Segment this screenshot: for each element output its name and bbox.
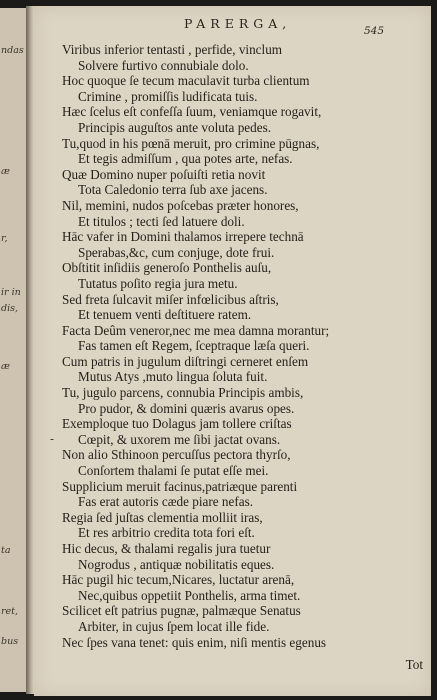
facing-fragment: æ xyxy=(1,361,10,372)
verse-line: Non alio Sthinoon percuſſus pectora thyrſo, xyxy=(62,447,291,463)
facing-fragment: ta xyxy=(1,545,11,556)
verse-line: Nec,quibus oppetiit Ponthelis, arma timet. xyxy=(78,587,301,603)
book-gutter xyxy=(26,6,34,694)
verse-line: Et tenuem venti deſtituere ratem. xyxy=(78,307,252,323)
verse-line: Nogrodus , antiquæ nobilitatis eques. xyxy=(78,556,275,572)
verse-line: Regia ſed juſtas clementia molliit iras, xyxy=(62,509,263,525)
verse-line: Sperabas,&c, cum conjuge, dote frui. xyxy=(78,244,275,260)
verse-line: Hæc ſcelus eſt confeſſa ſuum, veniamque rogavit, xyxy=(62,104,322,120)
verse-line: Quæ Domino nuper poſuiſti retia novit xyxy=(62,166,266,182)
facing-fragment: bus xyxy=(1,636,19,647)
verse-line: Pro pudor, & domini quæris avarus opes. xyxy=(78,400,295,416)
verse-line: Et titulos ; tecti ſed latuere doli. xyxy=(78,213,245,229)
verse-line: Crimine , promiſſis ludificata tuis. xyxy=(78,88,258,104)
verse-line: Et res arbitrio credita tota fori eſt. xyxy=(78,525,255,541)
verse-line: Hāc pugil hic tecum,Nicares, luctatur arenā, xyxy=(62,572,295,588)
facing-fragment: r, xyxy=(1,233,8,244)
verse-line: Et tegis admiſſum , qua potes arte, nefas. xyxy=(78,151,293,167)
verse-line: Tu,quod in his pœnā meruit, pro crimine pūgnas, xyxy=(62,135,320,151)
verse-line: Solvere furtivo connubiale dolo. xyxy=(78,57,249,73)
verse-line: Hic decus, & thalami regalis jura tuetur xyxy=(62,541,271,556)
verse-line: Cum patris in jugulum diſtringi cerneret enſem xyxy=(62,353,309,369)
verse-line: Obſtitit inſidiis generoſo Ponthelis auſu, xyxy=(62,260,272,276)
facing-fragment: ret, xyxy=(1,606,19,617)
verse-line: Facta Deûm veneror,nec me mea damna morantur; xyxy=(62,322,330,338)
facing-page-edge xyxy=(0,8,26,692)
verse-line: Tota Caledonio terra ſub axe jacens. xyxy=(78,182,268,198)
verse-line: Fas erat autoris cæde piare nefas. xyxy=(78,494,254,510)
running-head: PARERGA, xyxy=(184,16,292,31)
verse-line: Viribus inferior tentasti , perfide, vinclum xyxy=(62,42,283,57)
page-number: 545 xyxy=(364,25,385,37)
verse-line: Nec ſpes vana tenet: quis enim, niſi mentis egenus xyxy=(62,634,327,650)
margin-mark: - xyxy=(50,432,55,446)
verse-line: Principis auguſtos ante voluta pedes. xyxy=(78,119,272,135)
facing-fragment: æ xyxy=(1,166,10,177)
verse-line: Cœpit, & uxorem me ſibi jactat ovans. xyxy=(78,431,281,447)
verse-line: Scilicet eſt patrius pugnæ, palmæque Senatus xyxy=(62,603,301,619)
verse-line: Mutus Atys ,muto lingua ſoluta fuit. xyxy=(78,369,268,385)
facing-fragment: dis, xyxy=(1,303,19,314)
verse-line: Hoc quoque ſe tecum maculavit turba clientum xyxy=(62,73,310,89)
verse-line: Supplicium meruit facinus,patriæque parenti xyxy=(62,478,298,494)
verse-block xyxy=(62,42,422,650)
book-page xyxy=(34,6,431,696)
catchword: Tot xyxy=(405,657,423,672)
verse-line: Fas tamen eſt Regem, ſceptraque læſa queri. xyxy=(78,338,310,354)
verse-line: Nil, memini, nudos poſcebas præter honores, xyxy=(62,197,299,213)
verse-line: Tutatus poſito regia jura metu. xyxy=(78,275,238,291)
facing-fragment: ndas xyxy=(1,45,24,56)
verse-line: Sed freta ſulcavit miſer infœlicibus aſtris, xyxy=(62,291,279,307)
facing-fragment: ir in xyxy=(1,287,21,298)
verse-line: Tu, jugulo parcens, connubia Principis ambis, xyxy=(62,385,304,401)
verse-line: Conſortem thalami ſe putat eſſe mei. xyxy=(78,463,269,479)
verse-line: Exemploque tuo Dolagus jam tollere criſtas xyxy=(62,416,292,432)
verse-line: Arbiter, in cujus ſpem locat ille fide. xyxy=(78,618,270,634)
verse-line: Hāc vafer in Domini thalamos irrepere technā xyxy=(62,229,304,245)
